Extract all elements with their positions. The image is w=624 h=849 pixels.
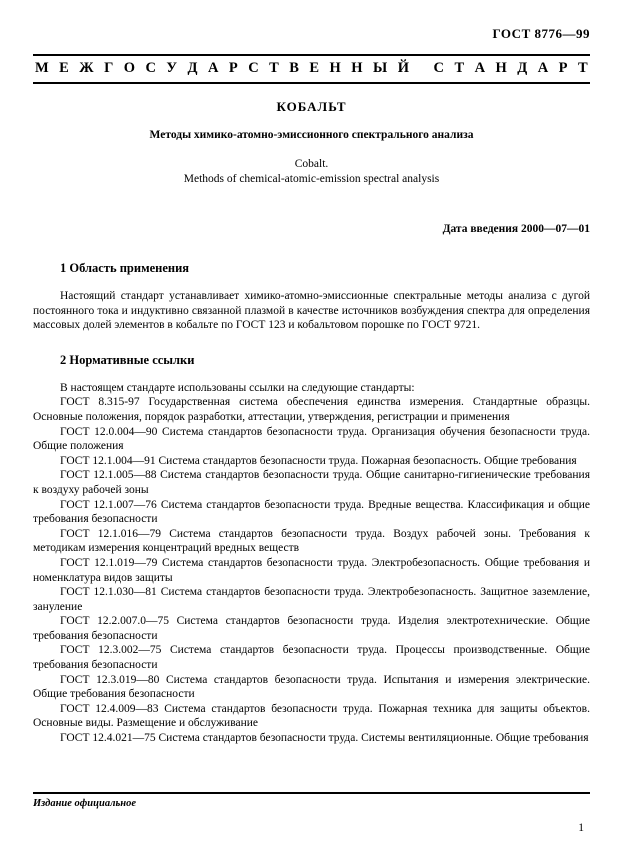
doc-number: ГОСТ 8776—99 — [492, 26, 590, 41]
reference-item: ГОСТ 12.0.004—90 Система стандартов безопасности труда. Организация обучения безопасности труда. Общие положения — [33, 425, 590, 453]
section-2-heading: 2 Нормативные ссылки — [60, 352, 195, 367]
reference-item: ГОСТ 12.3.019—80 Система стандартов безопасности труда. Испытания и измерения электрические. Общие требования безопасности — [33, 673, 590, 701]
footer-rule — [33, 792, 590, 794]
reference-item: ГОСТ 12.1.007—76 Система стандартов безопасности труда. Вредные вещества. Классификация и общие требования безопасности — [33, 498, 590, 526]
effective-date: Дата введения 2000—07—01 — [442, 223, 590, 235]
section-1-heading: 1 Область применения — [60, 261, 190, 275]
edition-note: Издание официальное — [33, 798, 137, 809]
standard-type-title: М Е Ж Г О С У Д А Р С Т В Е Н Н Ы Й С Т А Н Д А Р Т — [35, 60, 588, 76]
reference-item: ГОСТ 12.1.019—79 Система стандартов безопасности труда. Электробезопасность. Общие требования и номенклатура видов защиты — [33, 556, 590, 584]
document-subtitle-ru: Методы химико-атомно-эмиссионного спектрального анализа — [149, 129, 474, 141]
reference-item: ГОСТ 12.2.007.0—75 Система стандартов безопасности труда. Изделия электротехнические. Общие требования безопасности — [33, 615, 590, 642]
reference-item: ГОСТ 12.1.030—81 Система стандартов безопасности труда. Электробезопасность. Защитное заземление, зануление — [33, 586, 590, 613]
reference-item: ГОСТ 12.4.021—75 Система стандартов безопасности труда. Системы вентиляционные. Общие требования — [60, 732, 589, 745]
document-subtitle-en: Methods of chemical-atomic-emission spectral analysis — [183, 173, 440, 185]
reference-item: ГОСТ 12.1.016—79 Система стандартов безопасности труда. Воздух рабочей зоны. Требования к методикам измерения концентраций вредных веществ — [33, 527, 590, 555]
section-1-paragraph: Настоящий стандарт устанавливает химико-атомно-эмиссионные спектральные методы анализа с дугой постоянного тока и индуктивно связанной плазмой в качестве источников возбуждения спектра для определения массовых долей элементов в кобальте по ГОСТ 123 и кобальтовом порошке по ГОСТ 9721. — [33, 290, 590, 332]
reference-item: ГОСТ 12.4.009—83 Система стандартов безопасности труда. Пожарная техника для защиты объектов. Основные виды. Размещение и обслуживание — [33, 702, 590, 730]
header-rule-bottom — [33, 82, 590, 84]
document-title-en: Cobalt. — [294, 158, 329, 170]
reference-item: ГОСТ 12.1.005—88 Система стандартов безопасности труда. Общие санитарно-гигиенические требования к воздуху рабочей зоны — [33, 469, 590, 496]
reference-item: ГОСТ 8.315-97 Государственная система обеспечения единства измерения. Стандартные образцы. Основные положения, порядок разработки, аттестации, утверждения, регистрации и применения — [33, 396, 590, 423]
references-list — [33, 395, 590, 745]
section-2-intro: В настоящем стандарте использованы ссылки на следующие стандарты: — [60, 381, 415, 394]
reference-item: ГОСТ 12.1.004—91 Система стандартов безопасности труда. Пожарная безопасность. Общие требования — [60, 454, 577, 467]
page-number: 1 — [578, 822, 584, 834]
document-title: КОБАЛЬТ — [276, 99, 347, 114]
page-footer — [33, 792, 590, 809]
reference-item: ГОСТ 12.3.002—75 Система стандартов безопасности труда. Процессы производственные. Общие требования безопасности — [33, 644, 590, 672]
title-block — [33, 99, 590, 185]
